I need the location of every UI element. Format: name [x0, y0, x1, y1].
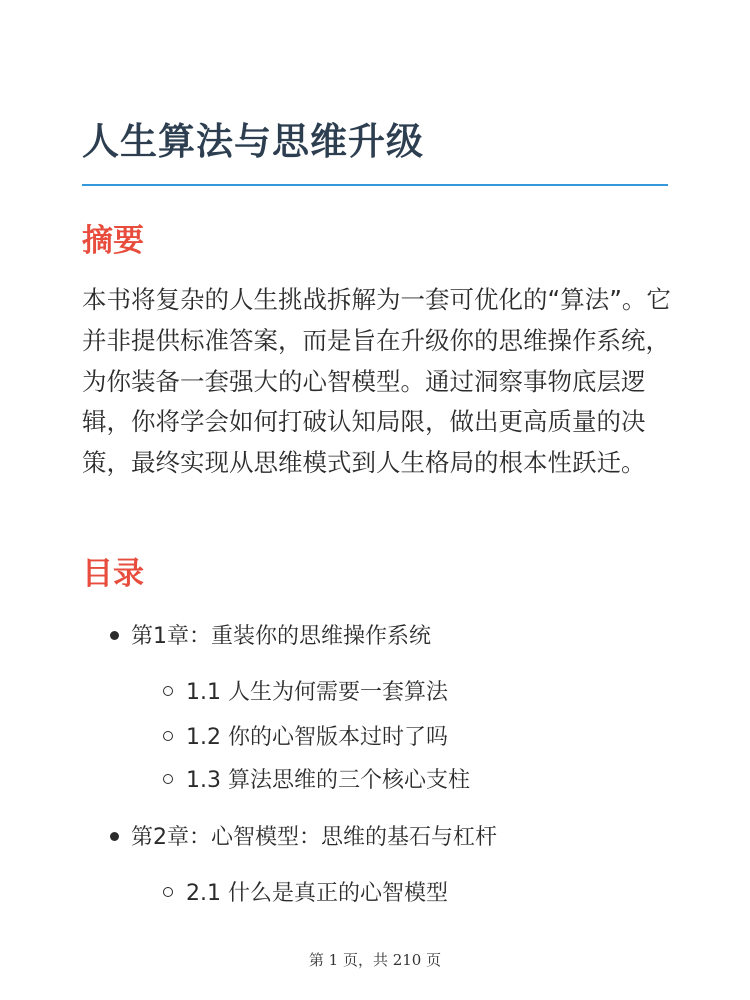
toc-section-label: 1.3 算法思维的三个核心支柱	[186, 768, 470, 793]
toc-section-2-1	[163, 877, 448, 911]
toc-chapter-1	[110, 620, 431, 654]
toc-section-1-2	[163, 721, 448, 755]
toc-chapter-2	[110, 821, 497, 855]
circle-bullet-icon	[163, 887, 173, 897]
toc-section-1-3	[163, 764, 470, 798]
circle-bullet-icon	[163, 731, 173, 741]
disc-bullet-icon	[110, 832, 119, 841]
abstract-body: 本书将复杂的人生挑战拆解为一套可优化的“算法”。它并非提供标准答案，而是旨在升级你的思维操作系统，为你装备一套强大的心智模型。通过洞察事物底层逻辑，你将学会如何打破认知局限，做出更高质量的决策，最终实现从思维模式到人生格局的根本性跃迁。	[82, 285, 671, 478]
abstract-heading: 摘要	[82, 223, 144, 259]
circle-bullet-icon	[163, 774, 173, 784]
title-divider	[82, 184, 668, 186]
toc-section-label: 1.2 你的心智版本过时了吗	[186, 725, 448, 750]
toc-chapter-label: 第2章：心智模型：思维的基石与杠杆	[131, 825, 497, 850]
document-title: 人生算法与思维升级	[82, 120, 424, 163]
circle-bullet-icon	[163, 686, 173, 696]
toc-heading: 目录	[82, 556, 144, 592]
toc-section-label: 1.1 人生为何需要一套算法	[186, 680, 448, 705]
toc-section-label: 2.1 什么是真正的心智模型	[186, 881, 448, 906]
disc-bullet-icon	[110, 631, 119, 640]
toc-section-1-1	[163, 676, 448, 710]
toc-chapter-label: 第1章：重装你的思维操作系统	[131, 624, 431, 649]
page-number-footer: 第 1 页，共 210 页	[308, 951, 442, 969]
